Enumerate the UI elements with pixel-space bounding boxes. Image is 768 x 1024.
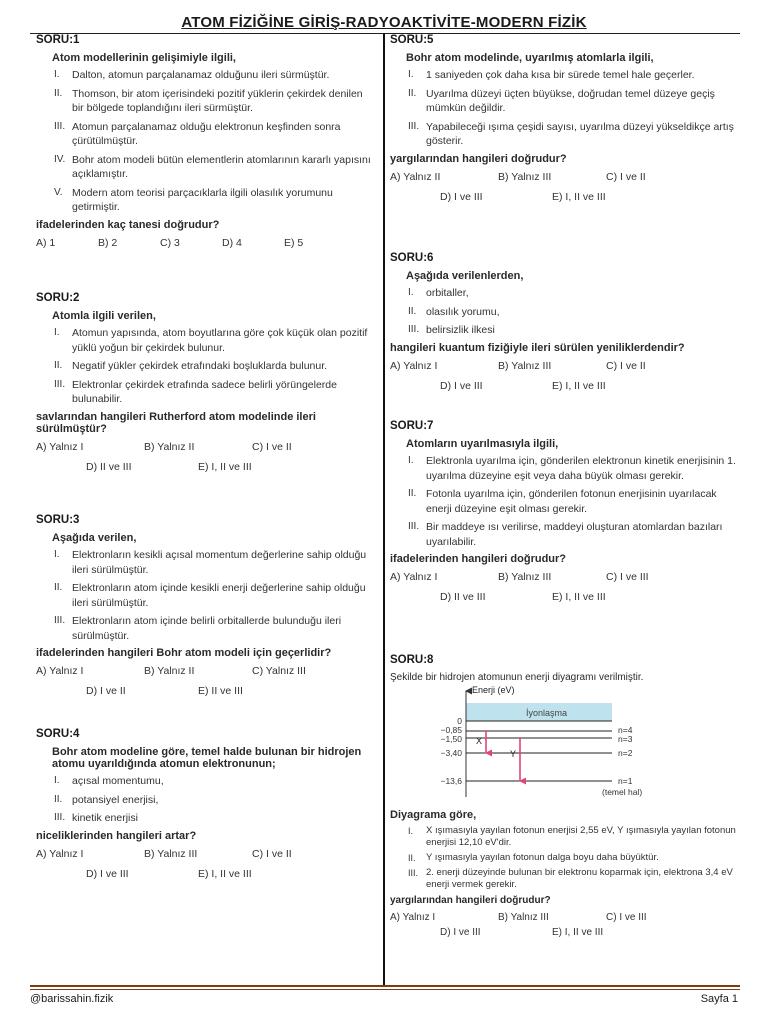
question-2: [36, 292, 376, 473]
option-c[interactable]: C) I ve III: [606, 912, 647, 923]
footer-rule-thin: [30, 989, 740, 990]
statement-text: Thomson, bir atom içerisindeki pozitif yüklerin çekirdek denilen bir bölgede toplandığını ileri sürmüştür.: [72, 87, 363, 114]
statement-item: [390, 68, 740, 83]
roman-numeral: II.: [408, 305, 417, 317]
option-e[interactable]: E) I, II ve III: [552, 190, 606, 203]
statement-text: Yapabileceği ışıma çeşidi sayısı, uyarılma düzeyi yükseldikçe artış gösterir.: [426, 120, 734, 147]
options-row: [390, 927, 740, 938]
statement-text: Modern atom teorisi parçacıklarla ilgili olasılık yorumunu getirmiştir.: [72, 186, 333, 213]
option-c[interactable]: C) Yalnız III: [252, 665, 306, 677]
option-a[interactable]: A) 1: [36, 236, 56, 249]
statement-text: kinetik enerjisi: [72, 812, 138, 824]
roman-numeral: III.: [54, 378, 66, 390]
option-a[interactable]: A) Yalnız II: [390, 170, 441, 183]
roman-numeral: III.: [408, 521, 420, 532]
statement-item: [36, 378, 376, 407]
option-a[interactable]: A) Yalnız I: [36, 440, 84, 453]
options-row: [390, 912, 740, 923]
answer-options: [390, 912, 740, 938]
options-row: [36, 461, 376, 473]
page-title: ATOM FİZİĞİNE GİRİŞ-RADYOAKTİVİTE-MODERN FİZİK: [181, 14, 587, 31]
roman-numeral: III.: [408, 120, 420, 132]
footer-page-number: Sayfa 1: [700, 993, 738, 1005]
answer-options: [36, 441, 376, 473]
answer-options: [390, 571, 740, 603]
option-b[interactable]: B) Yalnız II: [144, 665, 195, 677]
statement-list: [36, 548, 376, 643]
statement-text: Atomun parçalanamaz olduğu elektronun keşfinden sonra çürütülmüştür.: [72, 120, 341, 147]
statement-text: Elektronların kesikli açısal momentum değerlerine sahip olduğu ileri sürülmüştür.: [72, 549, 367, 576]
question-prompt: ifadelerinden hangileri Bohr atom modeli için geçerlidir?: [36, 647, 332, 659]
options-row: [36, 441, 376, 453]
statement-text: Bir maddeye ısı verilirse, maddeyi oluşturan atomlardan bazıları uyarılabilir.: [426, 521, 723, 548]
statement-item: [36, 68, 376, 83]
statement-text: Elektronlar çekirdek etrafında sadece belirli yörüngelerde bulunabilir.: [72, 378, 337, 405]
options-row: [390, 360, 740, 372]
ground-state-label: (temel hal): [602, 787, 643, 797]
statement-text: Y ışımasıyla yayılan fotonun dalga boyu daha büyüktür.: [426, 852, 659, 863]
question-prompt: savlarından hangileri Rutherford atom modelinde ileri sürülmüştür?: [36, 410, 316, 435]
footer-author: @barissahin.fizik: [30, 993, 114, 1005]
statement-list: [36, 68, 376, 215]
roman-numeral: II.: [408, 87, 417, 99]
answer-options: [390, 171, 740, 203]
roman-numeral: II.: [54, 793, 63, 805]
option-b[interactable]: B) Yalnız III: [498, 912, 549, 923]
question-stem: Bohr atom modeline göre, temel halde bulunan bir hidrojen atomu uyarıldığında atomun elektronunun;: [52, 746, 362, 770]
statement-text: potansiyel enerjisi,: [72, 793, 159, 806]
statement-text: 1 saniyeden çok daha kısa bir sürede temel hale geçerler.: [426, 69, 695, 81]
column-divider: [383, 33, 385, 985]
transition-x-label: X: [476, 736, 483, 746]
statement-list: [390, 286, 740, 338]
question-number: SORU:4: [36, 728, 80, 740]
option-e[interactable]: E) I, II ve III: [198, 867, 252, 880]
energy-value: −3,40: [440, 748, 462, 758]
statement-list: [390, 454, 740, 549]
statement-item: [36, 153, 376, 182]
ionization-label: İyonlaşma: [526, 708, 568, 718]
roman-numeral: II.: [408, 853, 416, 863]
statement-item: [390, 286, 740, 301]
level-label: n=2: [618, 748, 633, 758]
statement-text: Elektronların atom içinde kesikli enerji değerlerine sahip olduğu ileri sürülmüştür.: [72, 582, 366, 609]
statement-text: olasılık yorumu,: [426, 305, 500, 318]
question-4: [36, 728, 376, 880]
option-d[interactable]: D) I ve II: [86, 685, 126, 697]
question-5: [390, 34, 740, 203]
statement-item: [390, 454, 740, 483]
statement-text: açısal momentumu,: [72, 775, 164, 787]
energy-value: −13,6: [440, 776, 462, 786]
question-stem: Aşağıda verilenlerden,: [406, 270, 524, 282]
option-e[interactable]: E) I, II ve III: [198, 460, 252, 473]
statement-text: belirsizlik ilkesi: [426, 324, 495, 336]
option-e[interactable]: E) I, II ve III: [552, 591, 606, 603]
statement-item: [36, 120, 376, 149]
statement-list: [36, 326, 376, 407]
statement-text: orbitaller,: [426, 287, 469, 299]
level-label: n=4: [618, 725, 633, 735]
option-c[interactable]: C) I ve III: [606, 571, 649, 583]
question-stem: Atomla ilgili verilen,: [52, 310, 156, 322]
options-row: [390, 380, 740, 392]
roman-numeral: II.: [408, 488, 417, 499]
question-3: [36, 514, 376, 697]
question-stem: Atomların uyarılmasıyla ilgili,: [406, 438, 559, 450]
energy-value: −0,85: [440, 725, 462, 735]
question-number: SORU:2: [36, 292, 80, 304]
statement-list: [390, 825, 740, 891]
roman-numeral: III.: [54, 812, 66, 823]
question-prompt: yargılarından hangileri doğrudur?: [390, 895, 551, 906]
statement-item: [36, 186, 376, 215]
options-row: [36, 848, 376, 860]
roman-numeral: III.: [408, 324, 420, 335]
question-prompt: hangileri kuantum fiziğiyle ileri sürülen yeniliklerdendir?: [390, 341, 685, 354]
option-e[interactable]: E) I, II ve III: [552, 379, 606, 392]
statement-text: Negatif yükler çekirdek etrafındaki boşluklarda bulunur.: [72, 360, 328, 372]
roman-numeral: I.: [408, 287, 414, 298]
option-d[interactable]: D) I ve III: [440, 379, 483, 392]
energy-value: 0: [457, 716, 462, 726]
statement-text: Bohr atom modeli bütün elementlerin atomlarının kararlı yapısını açıklamıştır.: [72, 153, 371, 180]
option-c[interactable]: C) I ve II: [606, 359, 646, 372]
statement-text: Elektronla uyarılma için, gönderilen elektronun kinetik enerjisinin 1. uyarılma düzeyine eşit veya daha büyük olması gerekir.: [426, 455, 736, 482]
statement-text: Atomun yapısında, atom boyutlarına göre çok küçük olan pozitif yüklü yoğun bir çekirdek bulunur.: [72, 327, 368, 354]
diagram-prompt: Diyagrama göre,: [390, 809, 477, 821]
question-6: [390, 252, 740, 392]
statement-item: [36, 548, 376, 577]
option-d[interactable]: D) II ve III: [86, 460, 132, 473]
statement-item: [390, 520, 740, 549]
statement-list: [36, 774, 376, 826]
level-label: n=1: [618, 776, 633, 786]
option-d[interactable]: D) I ve III: [440, 927, 481, 938]
statement-text: Fotonla uyarılma için, gönderilen fotonun enerjisinin uyarılacak enerji düzeyine eşit olması gerekir.: [426, 488, 717, 515]
statement-item: [36, 793, 376, 808]
statement-text: 2. enerji düzeyinde bulunan bir elektronu koparmak için, elektrona 3,4 eV enerji vermek gerekir.: [426, 867, 733, 890]
option-b[interactable]: B) Yalnız II: [144, 440, 195, 453]
roman-numeral: I.: [54, 327, 60, 338]
option-b[interactable]: B) Yalnız III: [498, 571, 552, 583]
options-row: [36, 665, 376, 677]
roman-numeral: III.: [54, 120, 66, 132]
statement-item: [390, 852, 740, 864]
option-a[interactable]: A) Yalnız I: [390, 571, 438, 583]
option-c[interactable]: C) I ve II: [252, 440, 292, 453]
statement-item: [390, 487, 740, 516]
roman-numeral: III.: [54, 615, 66, 626]
statement-item: [36, 811, 376, 826]
question-7: [390, 420, 740, 603]
roman-numeral: I.: [54, 69, 60, 80]
question-number: SORU:3: [36, 514, 80, 526]
question-stem: Şekilde bir hidrojen atomunun enerji diyagramı verilmiştir.: [390, 672, 644, 683]
energy-level-diagram: [390, 685, 690, 803]
answer-options: [36, 665, 376, 697]
option-c[interactable]: C) I ve II: [606, 170, 646, 183]
option-a[interactable]: A) Yalnız I: [390, 359, 438, 372]
question-prompt: yargılarından hangileri doğrudur?: [390, 152, 567, 165]
statement-item: [390, 120, 740, 149]
statement-item: [390, 323, 740, 338]
option-c[interactable]: C) I ve II: [252, 847, 292, 860]
answer-options: [36, 848, 376, 880]
question-number: SORU:1: [36, 34, 80, 46]
question-prompt: ifadelerinden kaç tanesi doğrudur?: [36, 218, 220, 231]
statement-text: X ışımasıyla yayılan fotonun enerjisi 2,55 eV, Y ışımasıyla yayılan fotonun enerjisi 12,10 eV'dir.: [426, 825, 736, 848]
level-label: n=3: [618, 734, 633, 744]
option-e[interactable]: E) I, II ve III: [552, 927, 604, 938]
option-d[interactable]: D) 4: [222, 236, 242, 249]
roman-numeral: II.: [54, 582, 63, 593]
question-number: SORU:6: [390, 252, 434, 264]
roman-numeral: II.: [54, 360, 63, 371]
options-row: [36, 685, 376, 697]
option-e[interactable]: E) II ve III: [198, 685, 243, 697]
option-d[interactable]: D) I ve III: [440, 190, 483, 203]
statement-text: Elektronların atom içinde belirli orbitallerde bulunduğu ileri sürülmüştür.: [72, 615, 342, 642]
option-a[interactable]: A) Yalnız I: [36, 847, 84, 860]
energy-value: −1,50: [440, 734, 462, 744]
statement-item: [390, 305, 740, 320]
question-prompt: niceliklerinden hangileri artar?: [36, 829, 197, 842]
question-stem: Aşağıda verilen,: [52, 532, 137, 544]
roman-numeral: III.: [408, 868, 419, 878]
statement-item: [36, 614, 376, 643]
option-d[interactable]: D) II ve III: [440, 591, 486, 603]
statement-item: [36, 326, 376, 355]
transition-y-label: Y: [510, 749, 517, 759]
roman-numeral: IV.: [54, 153, 66, 165]
option-d[interactable]: D) I ve III: [86, 867, 129, 880]
statement-item: [36, 359, 376, 374]
option-b[interactable]: B) Yalnız III: [498, 359, 552, 372]
question-8: [390, 654, 740, 938]
options-row: [390, 191, 740, 203]
statement-list: [390, 68, 740, 149]
option-a[interactable]: A) Yalnız I: [36, 665, 84, 677]
axis-label: Enerji (eV): [472, 685, 515, 695]
options-row: [390, 591, 740, 603]
statement-item: [36, 774, 376, 789]
roman-numeral: I.: [408, 826, 414, 836]
statement-item: [36, 87, 376, 116]
options-row: [390, 171, 740, 183]
question-1: [36, 34, 376, 249]
option-b[interactable]: B) Yalnız III: [498, 170, 552, 183]
roman-numeral: I.: [54, 549, 60, 560]
question-number: SORU:8: [390, 654, 434, 666]
option-a[interactable]: A) Yalnız I: [390, 912, 436, 923]
option-e[interactable]: E) 5: [284, 236, 304, 249]
statement-text: Uyarılma düzeyi üçten büyükse, doğrudan temel düzeye geçiş mümkün değildir.: [426, 87, 715, 114]
roman-numeral: V.: [54, 186, 63, 198]
statement-text: Dalton, atomun parçalanamaz olduğunu ileri sürmüştür.: [72, 69, 330, 81]
statement-item: [390, 825, 740, 849]
roman-numeral: I.: [54, 775, 60, 786]
option-c[interactable]: C) 3: [160, 236, 180, 249]
answer-options: [36, 237, 376, 249]
statement-item: [390, 867, 740, 891]
question-number: SORU:5: [390, 34, 434, 46]
roman-numeral: II.: [54, 87, 63, 99]
answer-options: [390, 360, 740, 392]
statement-item: [36, 581, 376, 610]
roman-numeral: I.: [408, 69, 414, 80]
options-row: [390, 571, 740, 583]
question-stem: Bohr atom modelinde, uyarılmış atomlarla ilgili,: [406, 52, 654, 64]
roman-numeral: I.: [408, 455, 414, 466]
option-b[interactable]: B) Yalnız III: [144, 847, 198, 860]
options-row: [36, 868, 376, 880]
option-b[interactable]: B) 2: [98, 236, 118, 249]
question-prompt: ifadelerinden hangileri doğrudur?: [390, 553, 567, 565]
footer-rule: [30, 985, 740, 987]
question-number: SORU:7: [390, 420, 434, 432]
question-stem: Atom modellerinin gelişimiyle ilgili,: [52, 52, 236, 64]
statement-item: [390, 87, 740, 116]
